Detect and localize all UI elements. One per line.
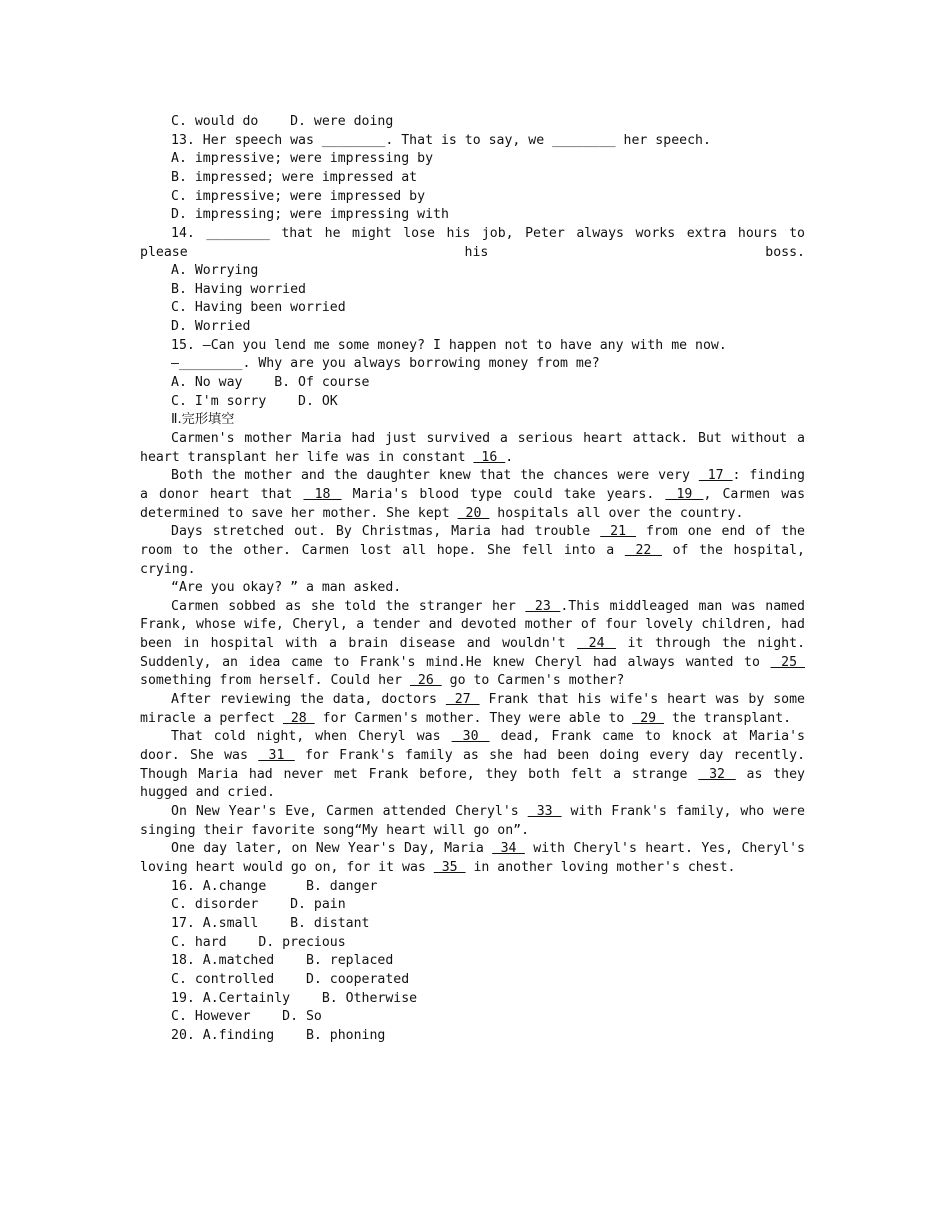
q15-stem: 15. —Can you lend me some money? I happen not to have any with me now. bbox=[171, 337, 727, 353]
q16-options-cd: C. disorder D. pain bbox=[171, 897, 346, 913]
blank-30: 30 bbox=[451, 729, 490, 745]
passage-paragraph-9: One day later, on New Year's Day, Maria 34 with Cheryl's heart. Yes, Cheryl's loving heart would go on, for it was 35 in another loving mother's chest. bbox=[140, 841, 805, 876]
passage-paragraph-1: Carmen's mother Maria had just survived a serious heart attack. But without a heart transplant her life was in constant 16 . bbox=[140, 430, 805, 465]
blank-17: 17 bbox=[698, 468, 733, 484]
passage-paragraph-8: On New Year's Eve, Carmen attended Cheryl's 33 with Frank's family, who were singing their favorite song“My heart will go on”. bbox=[140, 804, 806, 838]
blank-29: 29 bbox=[632, 710, 665, 726]
q18-options-ab: 18. A.matched B. replaced bbox=[171, 953, 394, 969]
blank-24: 24 bbox=[577, 636, 617, 652]
q13-stem: 13. Her speech was ________. That is to say, we ________ her speech. bbox=[171, 132, 711, 148]
q14-stem: 14. ________ that he might lose his job, Peter always works extra hours to please his boss. bbox=[140, 225, 805, 260]
q12-options-cd: C. would do D. were doing bbox=[171, 114, 394, 129]
q14-option-d: D. Worried bbox=[171, 319, 251, 335]
passage-paragraph-2: Both the mother and the daughter knew that the chances were very 17 : finding a donor heart that 18 Maria's blood type could take years. 19 , Carmen was determined to save her mother. She kept 20 hospitals all over the country. bbox=[140, 468, 806, 521]
blank-28: 28 bbox=[282, 710, 315, 726]
q13-option-a: A. impressive; were impressing by bbox=[171, 151, 434, 167]
blank-32: 32 bbox=[698, 766, 736, 782]
q16-options-ab: 16. A.change B. danger bbox=[171, 878, 378, 894]
q14-option-a: A. Worrying bbox=[171, 263, 259, 279]
blank-31: 31 bbox=[258, 748, 295, 764]
passage-paragraph-4: “Are you okay? ” a man asked. bbox=[171, 580, 402, 596]
blank-33: 33 bbox=[527, 804, 562, 820]
blank-35: 35 bbox=[433, 860, 466, 876]
passage-paragraph-6: After reviewing the data, doctors 27 Frank that his wife's heart was by some miracle a perfect 28 for Carmen's mother. They were able to 29 the transplant. bbox=[140, 692, 805, 726]
q15-reply: —________. Why are you always borrowing money from me? bbox=[171, 356, 600, 372]
q19-options-ab: 19. A.Certainly B. Otherwise bbox=[171, 990, 418, 1006]
blank-23: 23 bbox=[525, 598, 561, 614]
blank-27: 27 bbox=[445, 692, 480, 708]
q17-options-ab: 17. A.small B. distant bbox=[171, 915, 370, 931]
blank-18: 18 bbox=[303, 486, 342, 502]
q14-option-c: C. Having been worried bbox=[171, 300, 346, 316]
blank-22: 22 bbox=[624, 542, 662, 558]
passage-paragraph-7: That cold night, when Cheryl was 30 dead, Frank came to knock at Maria's door. She was 31 for Frank's family as she had been doing every day recently. Though Maria had never met Frank before, they both felt a strange 32 as they hugged and cried. bbox=[140, 729, 806, 801]
blank-26: 26 bbox=[409, 673, 442, 689]
blank-34: 34 bbox=[492, 841, 525, 857]
document-page bbox=[140, 113, 805, 1045]
section-heading-cloze: Ⅱ.完形填空 bbox=[171, 412, 235, 428]
blank-25: 25 bbox=[770, 654, 806, 670]
q13-option-b: B. impressed; were impressed at bbox=[171, 169, 418, 185]
blank-20: 20 bbox=[457, 505, 490, 521]
passage-paragraph-3: Days stretched out. By Christmas, Maria had trouble 21 from one end of the room to the other. Carmen lost all hope. She fell into a 22 of the hospital, crying. bbox=[140, 524, 805, 577]
blank-19: 19 bbox=[665, 486, 704, 502]
blank-16: 16 bbox=[473, 449, 506, 465]
q18-options-cd: C. controlled D. cooperated bbox=[171, 971, 410, 987]
blank-21: 21 bbox=[600, 524, 637, 540]
q15-options-ab: A. No way B. Of course bbox=[171, 375, 370, 390]
q19-options-cd: C. However D. So bbox=[171, 1009, 322, 1025]
q13-option-c: C. impressive; were impressed by bbox=[171, 188, 426, 204]
q15-options-cd: C. I'm sorry D. OK bbox=[171, 393, 338, 409]
q14-option-b: B. Having worried bbox=[171, 281, 306, 297]
q13-option-d: D. impressing; were impressing with bbox=[171, 207, 449, 223]
q20-options-ab: 20. A.finding B. phoning bbox=[171, 1027, 386, 1043]
passage-paragraph-5: Carmen sobbed as she told the stranger her 23 .This middleaged man was named Frank, whose wife, Cheryl, a tender and devoted mother of four lovely children, had been in hospital with a brain disease and wouldn't 24 it through the night. Suddenly, an idea came to Frank's mind.He knew Cheryl had always wanted to 25 something from herself. Could her 26 go to Carmen's mother? bbox=[140, 598, 806, 689]
q17-options-cd: C. hard D. precious bbox=[171, 934, 346, 950]
